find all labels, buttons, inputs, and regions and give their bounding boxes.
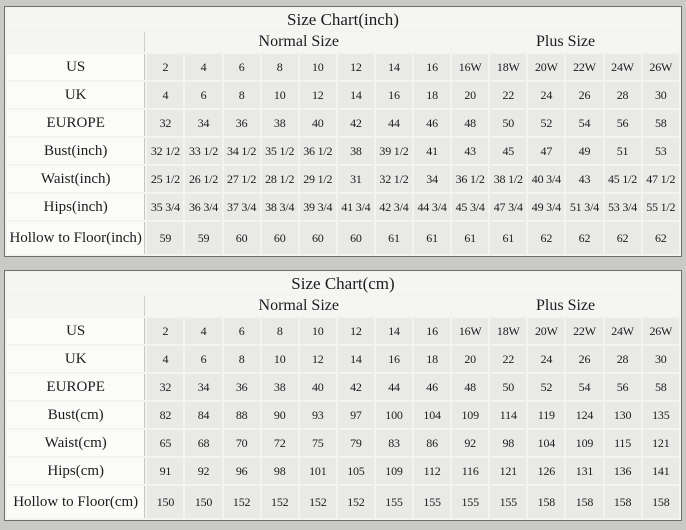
size-value-cell: 36 [224,110,260,136]
size-value-cell: 47 [528,138,564,164]
size-value-cell: 155 [490,486,526,518]
size-value-cell: 20 [452,346,488,372]
size-value-cell: 14 [376,54,412,80]
size-value-cell: 131 [566,458,602,484]
size-value-cell: 38 [338,138,374,164]
size-value-cell: 34 1/2 [224,138,260,164]
size-value-cell: 75 [300,430,336,456]
size-value-cell: 36 [224,374,260,400]
size-value-cell: 35 3/4 [147,194,183,220]
row-label: US [7,54,145,80]
size-value-cell: 29 1/2 [300,166,336,192]
size-value-cell: 54 [566,374,602,400]
size-value-cell: 16W [452,54,488,80]
size-value-cell: 62 [605,222,641,254]
size-value-cell: 48 [452,110,488,136]
size-value-cell: 152 [224,486,260,518]
size-value-cell: 136 [605,458,641,484]
column-group-label: Normal Size [147,296,450,316]
size-value-cell: 2 [147,318,183,344]
size-value-cell: 10 [262,82,298,108]
table-row [7,222,679,254]
size-value-cell: 91 [147,458,183,484]
size-value-cell: 152 [338,486,374,518]
size-value-cell: 38 [262,374,298,400]
size-value-cell: 6 [224,318,260,344]
size-value-cell: 59 [147,222,183,254]
size-value-cell: 6 [185,346,221,372]
row-label: Waist(inch) [7,166,145,192]
size-value-cell: 24W [605,54,641,80]
row-label: Hips(inch) [7,194,145,220]
size-value-cell: 92 [185,458,221,484]
size-value-cell: 38 3/4 [262,194,298,220]
size-value-cell: 158 [605,486,641,518]
size-value-cell: 18W [490,318,526,344]
size-value-cell: 155 [376,486,412,518]
size-value-cell: 49 3/4 [528,194,564,220]
table-row [7,54,679,80]
size-value-cell: 158 [643,486,679,518]
size-value-cell: 62 [528,222,564,254]
size-value-cell: 34 [414,166,450,192]
table-title: Size Chart(cm) [7,273,679,294]
size-value-cell: 61 [452,222,488,254]
size-value-cell: 104 [414,402,450,428]
size-value-cell: 54 [566,110,602,136]
size-value-cell: 52 [528,110,564,136]
size-value-cell: 32 1/2 [376,166,412,192]
row-label: Waist(cm) [7,430,145,456]
row-label: Hollow to Floor(inch) [7,222,145,254]
size-value-cell: 92 [452,430,488,456]
size-value-cell: 62 [643,222,679,254]
size-value-cell: 158 [566,486,602,518]
size-value-cell: 45 1/2 [605,166,641,192]
size-value-cell: 26 [566,346,602,372]
size-value-cell: 38 [262,110,298,136]
size-value-cell: 40 [300,374,336,400]
size-value-cell: 18 [414,82,450,108]
size-value-cell: 58 [643,374,679,400]
size-value-cell: 26 1/2 [185,166,221,192]
size-value-cell: 10 [262,346,298,372]
size-value-cell: 4 [185,318,221,344]
size-value-cell: 45 [490,138,526,164]
size-value-cell: 112 [414,458,450,484]
size-value-cell: 16 [414,318,450,344]
size-value-cell: 59 [185,222,221,254]
size-chart-table-cm [4,270,682,521]
size-value-cell: 26W [643,54,679,80]
size-value-cell: 41 [414,138,450,164]
size-value-cell: 46 [414,110,450,136]
size-value-cell: 20 [452,82,488,108]
size-value-cell: 60 [300,222,336,254]
size-value-cell: 61 [414,222,450,254]
size-value-cell: 109 [452,402,488,428]
size-value-cell: 158 [528,486,564,518]
table-title-row [7,273,679,294]
size-value-cell: 42 [338,110,374,136]
size-value-cell: 51 3/4 [566,194,602,220]
size-value-cell: 6 [224,54,260,80]
size-value-cell: 32 1/2 [147,138,183,164]
row-label: EUROPE [7,110,145,136]
size-value-cell: 126 [528,458,564,484]
row-label: Bust(cm) [7,402,145,428]
size-value-cell: 12 [300,346,336,372]
size-value-cell: 4 [147,346,183,372]
size-value-cell: 36 1/2 [452,166,488,192]
size-value-cell: 37 3/4 [224,194,260,220]
size-value-cell: 41 3/4 [338,194,374,220]
size-value-cell: 22 [490,82,526,108]
table-row [7,138,679,164]
size-value-cell: 45 3/4 [452,194,488,220]
size-value-cell: 50 [490,374,526,400]
size-value-cell: 44 3/4 [414,194,450,220]
size-value-cell: 40 [300,110,336,136]
size-value-cell: 14 [338,346,374,372]
size-value-cell: 98 [490,430,526,456]
size-value-cell: 40 3/4 [528,166,564,192]
size-value-cell: 83 [376,430,412,456]
size-value-cell: 121 [643,430,679,456]
size-value-cell: 150 [147,486,183,518]
row-label: Hips(cm) [7,458,145,484]
row-label: UK [7,346,145,372]
size-value-cell: 16 [376,346,412,372]
size-value-cell: 2 [147,54,183,80]
size-value-cell: 8 [262,318,298,344]
size-value-cell: 121 [490,458,526,484]
size-value-cell: 50 [490,110,526,136]
size-value-cell: 20W [528,54,564,80]
size-value-cell: 62 [566,222,602,254]
size-value-cell: 16 [414,54,450,80]
size-value-cell: 8 [224,346,260,372]
size-value-cell: 51 [605,138,641,164]
size-value-cell: 65 [147,430,183,456]
table-row [7,110,679,136]
size-value-cell: 82 [147,402,183,428]
table-row [7,346,679,372]
size-value-cell: 114 [490,402,526,428]
size-value-cell: 42 [338,374,374,400]
size-value-cell: 48 [452,374,488,400]
size-value-cell: 14 [376,318,412,344]
size-value-cell: 90 [262,402,298,428]
size-value-cell: 22 [490,346,526,372]
size-value-cell: 12 [338,318,374,344]
size-value-cell: 26W [643,318,679,344]
column-group-label: Plus Size [452,32,679,52]
size-value-cell: 56 [605,374,641,400]
size-value-cell: 27 1/2 [224,166,260,192]
size-value-cell: 30 [643,346,679,372]
size-value-cell: 36 1/2 [300,138,336,164]
size-value-cell: 47 3/4 [490,194,526,220]
size-value-cell: 36 3/4 [185,194,221,220]
size-value-cell: 96 [224,458,260,484]
size-value-cell: 135 [643,402,679,428]
size-value-cell: 47 1/2 [643,166,679,192]
size-value-cell: 60 [262,222,298,254]
size-value-cell: 97 [338,402,374,428]
row-label: Hollow to Floor(cm) [7,486,145,518]
size-value-cell: 124 [566,402,602,428]
size-value-cell: 61 [490,222,526,254]
size-value-cell: 16W [452,318,488,344]
size-value-cell: 8 [262,54,298,80]
size-value-cell: 101 [300,458,336,484]
size-value-cell: 39 1/2 [376,138,412,164]
size-value-cell: 12 [300,82,336,108]
size-value-cell: 18 [414,346,450,372]
size-value-cell: 22W [566,54,602,80]
group-header-spacer [7,32,145,52]
size-value-cell: 10 [300,318,336,344]
size-value-cell: 30 [643,82,679,108]
size-value-cell: 20W [528,318,564,344]
size-charts-root [4,6,682,521]
row-label: Bust(inch) [7,138,145,164]
size-value-cell: 8 [224,82,260,108]
size-value-cell: 60 [338,222,374,254]
size-value-cell: 119 [528,402,564,428]
size-value-cell: 70 [224,430,260,456]
size-value-cell: 42 3/4 [376,194,412,220]
table-row [7,166,679,192]
size-value-cell: 43 [452,138,488,164]
size-value-cell: 10 [300,54,336,80]
table-row [7,318,679,344]
size-value-cell: 44 [376,110,412,136]
table-row [7,402,679,428]
table-row [7,486,679,518]
size-value-cell: 115 [605,430,641,456]
size-value-cell: 32 [147,374,183,400]
size-value-cell: 24 [528,82,564,108]
size-value-cell: 55 1/2 [643,194,679,220]
size-value-cell: 155 [414,486,450,518]
size-value-cell: 18W [490,54,526,80]
size-value-cell: 88 [224,402,260,428]
size-value-cell: 33 1/2 [185,138,221,164]
row-label: EUROPE [7,374,145,400]
column-group-label: Plus Size [452,296,679,316]
size-value-cell: 52 [528,374,564,400]
size-value-cell: 24 [528,346,564,372]
table-title-row [7,9,679,30]
table-row [7,194,679,220]
size-value-cell: 34 [185,110,221,136]
size-value-cell: 86 [414,430,450,456]
size-value-cell: 152 [300,486,336,518]
size-value-cell: 150 [185,486,221,518]
table-row [7,374,679,400]
table-row [7,458,679,484]
size-value-cell: 58 [643,110,679,136]
size-value-cell: 28 [605,82,641,108]
size-value-cell: 104 [528,430,564,456]
size-value-cell: 53 3/4 [605,194,641,220]
size-value-cell: 4 [185,54,221,80]
size-value-cell: 72 [262,430,298,456]
size-value-cell: 56 [605,110,641,136]
size-value-cell: 14 [338,82,374,108]
size-value-cell: 12 [338,54,374,80]
size-value-cell: 130 [605,402,641,428]
size-value-cell: 68 [185,430,221,456]
size-value-cell: 32 [147,110,183,136]
column-group-row [7,296,679,316]
column-group-row [7,32,679,52]
row-label: US [7,318,145,344]
table-title: Size Chart(inch) [7,9,679,30]
size-value-cell: 152 [262,486,298,518]
size-value-cell: 4 [147,82,183,108]
size-value-cell: 61 [376,222,412,254]
size-value-cell: 43 [566,166,602,192]
size-value-cell: 60 [224,222,260,254]
size-value-cell: 44 [376,374,412,400]
size-value-cell: 28 1/2 [262,166,298,192]
table-row [7,82,679,108]
size-value-cell: 79 [338,430,374,456]
size-chart-table-inch [4,6,682,257]
size-value-cell: 34 [185,374,221,400]
size-value-cell: 105 [338,458,374,484]
size-value-cell: 22W [566,318,602,344]
size-value-cell: 98 [262,458,298,484]
size-value-cell: 116 [452,458,488,484]
size-value-cell: 84 [185,402,221,428]
size-value-cell: 93 [300,402,336,428]
size-value-cell: 16 [376,82,412,108]
group-header-spacer [7,296,145,316]
size-value-cell: 31 [338,166,374,192]
table-row [7,430,679,456]
row-label: UK [7,82,145,108]
size-value-cell: 24W [605,318,641,344]
size-value-cell: 49 [566,138,602,164]
size-value-cell: 100 [376,402,412,428]
size-value-cell: 6 [185,82,221,108]
size-value-cell: 141 [643,458,679,484]
size-value-cell: 38 1/2 [490,166,526,192]
column-group-label: Normal Size [147,32,450,52]
size-value-cell: 39 3/4 [300,194,336,220]
size-value-cell: 35 1/2 [262,138,298,164]
size-value-cell: 25 1/2 [147,166,183,192]
size-value-cell: 28 [605,346,641,372]
size-value-cell: 53 [643,138,679,164]
size-value-cell: 109 [566,430,602,456]
size-value-cell: 26 [566,82,602,108]
size-value-cell: 46 [414,374,450,400]
size-value-cell: 109 [376,458,412,484]
size-value-cell: 155 [452,486,488,518]
